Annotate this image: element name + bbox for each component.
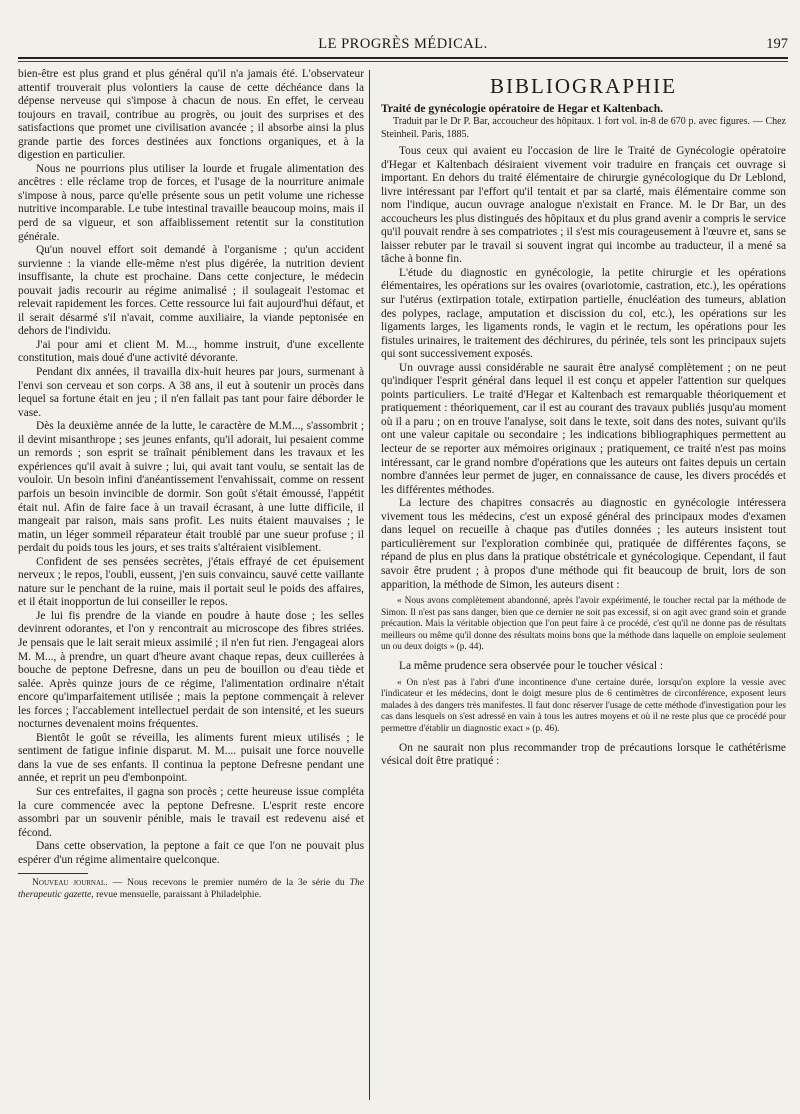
paragraph: Nous ne pourrions plus utiliser la lourde et frugale alimentation des ancêtres : elle réclame trop de forces, et l'usage de la nourriture animale s'impose à nous, parce qu'elle présente sous un petit volume une richesse nutritive incomparable. Le tube intestinal travaille beaucoup moins, mais il perd de sa vigueur, et son affaiblissement retentit sur la constitution générale. [18,162,364,243]
running-head [18,36,788,54]
footnote-text-before: — Nous recevons le premier numéro de la 3e série du [107,877,350,889]
paragraph: Confident de ses pensées secrètes, j'étais effrayé de cet épuisement nerveux ; le repos, l'oubli, eussent, j'en suis convaincu, sauvé cette vaillante nature sur le penchant de la ruine, mais il portait seul le poids des affaires, et il était inopportun de lui conseiller le repos. [18,555,364,609]
book-title: Traité de gynécologie opératoire de Hegar et Kaltenbach. [381,102,664,115]
block-quote: « Nous avons complètement abandonné, après l'avoir expérimenté, le toucher rectal par la méthode de Simon. Il n'est pas sans danger, bien que ce dernier ne soit pas excessif, si on agit avec grand soin et grande précaution. Mais la véritable objection que l'on peut faire à ce procédé, c'est qu'il ne donne pas de résultats meilleurs ou même qu'il donne des résultats moins bons que la méthode dans laquelle on emploie seulement un ou deux doigts » (p. 44). [381,596,786,653]
footnote [18,877,364,901]
paragraph: J'ai pour ami et client M. M..., homme instruit, d'une excellente constitution, mais doué d'une activité dévorante. [18,338,364,365]
paragraph: Un ouvrage aussi considérable ne saurait être analysé complètement ; on ne peut qu'indiquer l'esprit général dans lequel il est conçu et appeler l'attention sur quelques points particuliers. Le traité d'Hegar et Kaltenbach est remarquable théoriquement et pratiquement : théoriquement, car il est au courant des travaux publiés jusqu'au moment où il a paru ; on en trouve l'analyse, soit dans le texte, soit dans des notes, suivant qu'ils ont une valeur capitale ou secondaire ; les indications bibliographiques permettent au lecteur de se reporter aux mémoires originaux ; pratiquement, ce traité n'est pas moins intéressant, car le grand nombre d'opérations que les auteurs ont faites depuis un certain nombre d'années leur permet de juger, en connaissance de cause, les divers procédés et les différentes méthodes. [381,361,786,496]
footnote-rule [18,873,88,874]
header-rule-thin [18,61,788,62]
paragraph: Pendant dix années, il travailla dix-huit heures par jours, surmenant à l'envi son cerveau et son corps. A 38 ans, il eut à soutenir un procès dans lequel sa fortune était en jeu ; il n'en fallait pas tant pour faire déborder le vase. [18,366,364,419]
paragraph: Je lui fis prendre de la viande en poudre à haute dose ; les selles devinrent odorantes, et l'on y rencontrait au microscope des fibres striées. Je pensais que le lait serait mieux assimilé ; il n'en fut rien. J'engageai alors M. M..., à prendre, un quart d'heure avant chaque repas, deux cuillerées à bouche de peptone Defresne, dans un peu de bouillon ou d'eau tiède et salée. Après quinze jours de ce régime, l'alimentation ordinaire n'était encore qu'imparfaitement utilisée ; mais la peptone commençait à relever les forces ; l'accablement intellectuel perdait de son intensité, et les sueurs nocturnes devenaient moins fréquentes. [18,609,364,731]
running-title: LE PROGRÈS MÉDICAL. [318,36,488,52]
page-number: 197 [766,36,788,52]
paragraph: On ne saurait non plus recommander trop de précautions lorsque le cathétérisme vésical doit être pratiqué : [381,741,786,768]
paragraph: La même prudence sera observée pour le toucher vésical : [399,660,664,673]
paragraph: L'étude du diagnostic en gynécologie, la petite chirurgie et les opérations élémentaires, les opérations sur les ovaires (ovariotomie, castration, etc.), les opérations sur l'utérus (extirpation totale, extirpation partielle, énucléation des tumeurs, ablation des polypes, raclage, amputation et discission du col, etc.), les opérations sur les ligaments larges, les ligaments ronds, le vagin et le rectum, les opérations pour les fistules urinaires, le traitement des déchirures, du périnée, tels sont les principaux sujets qui sont successivement exposés. [381,266,786,361]
footnote-text-after: , revue mensuelle, paraissant à Philadelphie. [91,889,262,901]
footnote-journal: The therapeutic gazette [18,877,364,901]
column-divider [369,70,370,1100]
paragraph: Dès la deuxième année de la lutte, le caractère de M.M..., s'assombrit ; il devint misanthrope ; ses jeunes enfants, qu'il adorait, lui pesaient comme un remords ; son esprit se traînait péniblement dans les travaux et les expériences qu'il avait à suivre ; lui, qui avait tant voulu, se sentait las de vouloir. Un besoin infini d'anéantissement l'envahissait, comme on ressent parfois un besoin invincible de dormir. Son goût s'était émoussé, l'appétit était nul. Afin de faire face à un travail écrasant, à une lutte difficile, il mangeait par raison, mais sans profit. Les nuits étaient mauvaises ; le matin, un léger sommeil réparateur était troublé par une sueur profuse ; il perdait du poids tous les jours, et ses traits s'altéraient visiblement. [18,420,364,555]
paragraph: La lecture des chapitres consacrés au diagnostic en gynécologie intéressera vivement tous les médecins, c'est un exposé général des principaux modes d'examen dans lequel on recueille à chaque pas d'utiles données ; les auteurs insistent tout particulièrement sur l'exploration combinée qui, pratiquée de différentes façons, se répand de plus en plus dans la pratique obstétricale et gynécologique. Cependant, il faut savoir être prudent ; à propos d'une méthode qui fit beaucoup de bruit, lors de son apparition, la méthode de Simon, les auteurs disent : [381,497,786,591]
section-title: BIBLIOGRAPHIE [490,74,677,98]
paragraph: Sur ces entrefaites, il gagna son procès ; cette heureuse issue compléta la cure commencée avec la peptone Defresne. L'esprit reste encore assombri par un souvenir pénible, mais le travail est redevenu aisé et fécond. [18,785,364,839]
book-details: Traduit par le Dr P. Bar, accoucheur des hôpitaux. 1 fort vol. in-8 de 670 p. avec figures. — Chez Steinheil. Paris, 1885. [381,116,786,140]
block-quote: « On n'est pas à l'abri d'une incontinence d'une certaine durée, lorsqu'on explore la vessie avec l'indicateur et les médecins, dont le doigt mesure plus de 6 centimètres de circonférence, exposent leurs malades à des dangers très manifestes. Il faut donc réserver l'usage de cette méthode d'investigation pour les cas dans lesquels on s'est adressé en vain à tous les autres moyens et où il ne reste plus que ce procédé pour permettre d'établir un diagnostic exact » (p. 46). [381,677,786,734]
paragraph: Qu'un nouvel effort soit demandé à l'organisme ; qu'un accident survienne : la viande elle-même n'est plus digérée, la nutrition devient insuffisante, la chute est prochaine. Dans cette conjecture, le médecin pouvait jadis recourir au régime animalisé ; il soulageait l'estomac et relevait rapidement les forces. Cette ressource lui fait aujourd'hui défaut, et il serait désarmé s'il n'avait, comme auxiliaire, la viande peptonisée en dehors de l'individu. [18,244,364,338]
paragraph: Dans cette observation, la peptone a fait ce que l'on ne pouvait plus espérer d'un régime alimentaire quelconque. [18,840,364,866]
paragraph: bien-être est plus grand et plus général qu'il n'a jamais été. L'observateur attentif trouverait plus volontiers la cause de cette déchéance dans la dépense nerveuse qui s'impose à chacun de nous. En effet, le cerveau toujours en travail, contribue au progrès, ou jouit des surprises et des satisfactions que promet une civilisation avancée ; il absorbe ainsi la plus grande partie des forces destinées aux fonctions organiques, et à la digestion en particulier. [18,68,364,162]
right-column [381,68,786,769]
footnote-lead: Nouveau journal. [32,877,108,889]
paragraph: Tous ceux qui avaient eu l'occasion de lire le Traité de Gynécologie opératoire d'Hegar et Kaltenbach désiraient vivement voir traduire en français cet ouvrage si important. En dehors du traité élémentaire de chirurgie gynécologique du Dr Leblond, livre intéressant par l'effort qu'il tentait et par sa clarté, mais élémentaire comme son nom l'indique, aucun ouvrage analogue n'existait en France. M. le Dr Bar, un des accoucheurs les plus distingués des hôpitaux et du plus grand avenir a compris le service qu'il pouvait rendre à ses compatriotes ; il s'est mis courageusement à l'œuvre et, sans se laisser rebuter par le travail si souvent ingrat qui incombe au traducteur, il a mené sa tâche à bonne fin. [381,145,786,266]
header-rule [18,57,788,59]
left-column [18,68,364,901]
paragraph: Bientôt le goût se réveilla, les aliments furent mieux utilisés ; le sentiment de fatigue infinie disparut. M. M.... puisait une force nouvelle dans la vue de ses enfants. Il continua la peptone Defresne pendant une année, et reprit un peu d'embonpoint. [18,731,364,785]
